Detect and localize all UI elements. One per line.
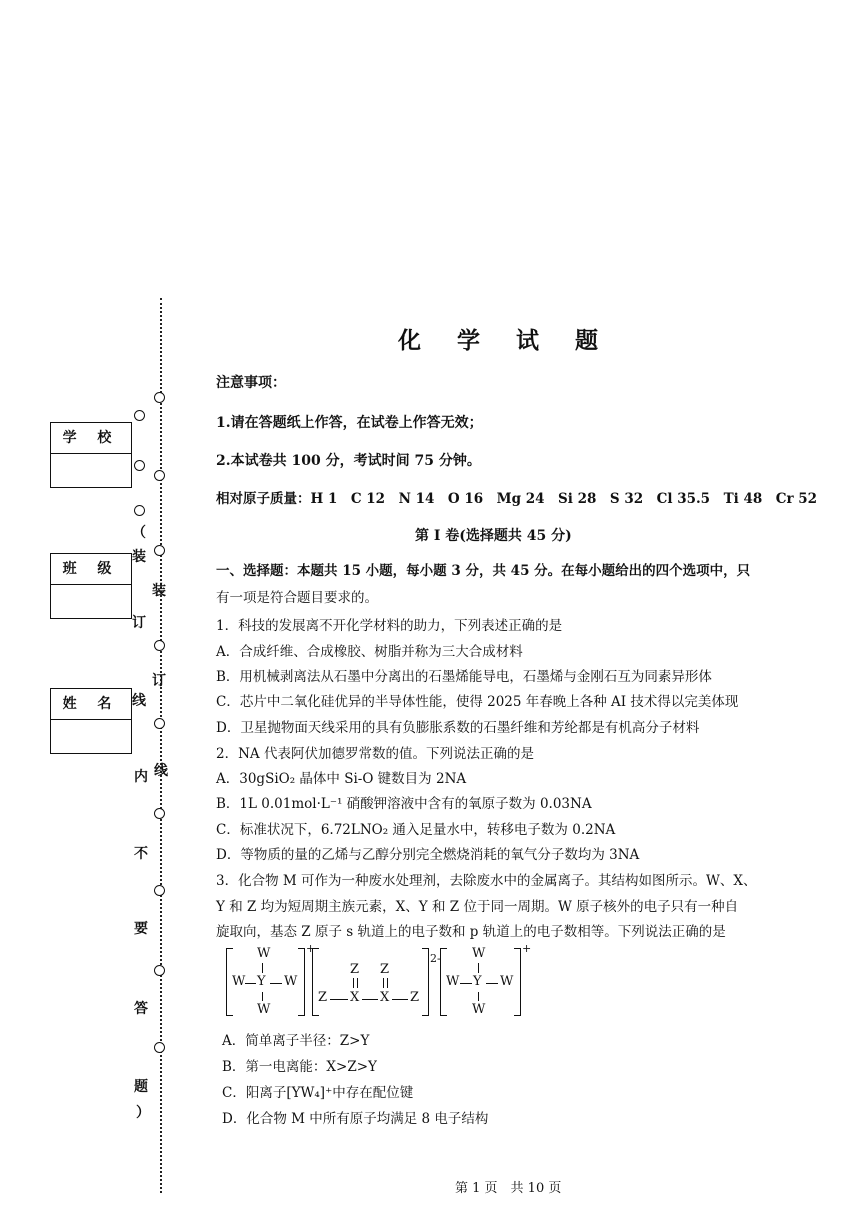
q2-stem: 2．NA 代表阿伏加德罗常数的值。下列说法正确的是 xyxy=(216,746,534,762)
q1-option-b: B．用机械剥离法从石墨中分离出的石墨烯能导电，石墨烯与金刚石互为同素异形体 xyxy=(216,669,712,685)
part-intro-2: 有一项是符合题目要求的。 xyxy=(216,590,378,606)
q1-option-c: C．芯片中二氧化硅优异的半导体性能，使得 2025 年春晚上各种 AI 技术得以完美体现 xyxy=(216,694,739,710)
binding-char: 要 xyxy=(134,921,148,937)
q3-option-b: B．第一电离能：X>Z>Y xyxy=(222,1059,377,1075)
class-box[interactable] xyxy=(50,553,132,619)
binding-char: 订 xyxy=(152,673,166,689)
atomic-mass: 相对原子质量：H 1 C 12 N 14 O 16 Mg 24 Si 28 S 32 Cl 35.5 Ti 48 Cr 52 xyxy=(216,491,818,507)
cation-charge: + xyxy=(522,942,532,955)
bracket-right xyxy=(422,948,429,1016)
page-footer xyxy=(455,1177,561,1196)
q2-option-b: B．1L 0.01mol·L⁻¹ 硝酸钾溶液中含有的氧原子数为 0.03NA xyxy=(216,796,592,812)
binding-hole xyxy=(154,470,165,481)
binding-hole xyxy=(134,460,145,471)
q2-option-c: C．标准状况下，6.72LNO₂ 通入足量水中，转移电子数为 0.2NA xyxy=(216,822,616,838)
bond xyxy=(270,983,282,984)
part-intro-1: 一、选择题：本题共 15 小题，每小题 3 分，共 45 分。在每小题给出的四个选项中，只 xyxy=(216,563,751,579)
atom-y: Y xyxy=(257,974,266,989)
note-2: 2.本试卷共 100 分，考试时间 75 分钟。 xyxy=(216,453,481,469)
anion-charge: 2- xyxy=(430,952,441,965)
atom-w: W xyxy=(446,974,460,989)
bond xyxy=(262,992,263,1001)
bond xyxy=(262,963,263,973)
double-bond xyxy=(353,978,358,988)
binding-char: （ xyxy=(132,525,146,541)
atom-z: Z xyxy=(318,990,328,1005)
q1-stem: 1．科技的发展离不开化学材料的助力，下列表述正确的是 xyxy=(216,618,563,634)
school-box[interactable] xyxy=(50,422,132,488)
q3-option-a: A．简单离子半径：Z>Y xyxy=(222,1033,370,1049)
atom-w: W xyxy=(472,946,486,961)
name-box[interactable] xyxy=(50,688,132,754)
page-title: 化 学 试 题 xyxy=(397,327,613,354)
double-bond xyxy=(383,978,388,988)
atom-w: W xyxy=(500,974,514,989)
binding-hole xyxy=(154,640,165,651)
binding-char: 线 xyxy=(132,693,146,709)
footer-text: 第 1 页 共 10 页 xyxy=(455,1181,562,1196)
binding-hole xyxy=(154,965,165,976)
q1-option-a: A．合成纤维、合成橡胶、树脂并称为三大合成材料 xyxy=(216,644,523,660)
compound-m-structure xyxy=(222,944,542,1022)
binding-hole xyxy=(154,1042,165,1053)
notes-heading: 注意事项： xyxy=(216,375,286,391)
bond xyxy=(362,999,378,1000)
q3-stem-1: 3．化合物 M 可作为一种废水处理剂，去除废水中的金属离子。其结构如图所示。W、X、 xyxy=(216,873,757,889)
atom-z: Z xyxy=(350,962,360,977)
bond xyxy=(478,992,479,1001)
bond xyxy=(478,963,479,973)
binding-hole xyxy=(134,505,145,516)
binding-char: 内 xyxy=(134,769,148,785)
bond xyxy=(460,983,472,984)
binding-hole xyxy=(154,808,165,819)
binding-dotted-line xyxy=(160,298,162,1193)
q1-option-d: D．卫星抛物面天线采用的具有负膨胀系数的石墨纤维和芳纶都是有机高分子材料 xyxy=(216,720,700,736)
bracket-right xyxy=(514,948,521,1016)
q2-option-d: D．等物质的量的乙烯与乙醇分别完全燃烧消耗的氧气分子数均为 3NA xyxy=(216,847,640,863)
bond xyxy=(245,983,256,984)
section-title: 第 I 卷(选择题共 45 分) xyxy=(415,528,572,544)
binding-char: 装 xyxy=(152,583,166,599)
note-1: 1.请在答题纸上作答，在试卷上作答无效； xyxy=(216,415,483,431)
binding-hole xyxy=(154,718,165,729)
school-label: 学 校 xyxy=(51,423,131,454)
bond xyxy=(330,999,348,1000)
q2-option-a: A．30gSiO₂ 晶体中 Si-O 键数目为 2NA xyxy=(216,771,467,787)
binding-hole xyxy=(154,545,165,556)
binding-char: 题 xyxy=(134,1079,148,1095)
atom-w: W xyxy=(257,1002,271,1017)
q3-option-d: D．化合物 M 中所有原子均满足 8 电子结构 xyxy=(222,1111,489,1127)
binding-char: 订 xyxy=(132,615,146,631)
name-label: 姓 名 xyxy=(51,689,131,720)
q3-stem-3: 旋取向，基态 Z 原子 s 轨道上的电子数和 p 轨道上的电子数相等。下列说法正确的是 xyxy=(216,924,726,940)
binding-hole xyxy=(154,392,165,403)
bond xyxy=(486,983,498,984)
atom-z: Z xyxy=(410,990,420,1005)
atom-w: W xyxy=(472,1002,486,1017)
binding-char: 线 xyxy=(154,763,168,779)
atom-w: W xyxy=(284,974,298,989)
atom-w: W xyxy=(257,946,271,961)
class-label: 班 级 xyxy=(51,554,131,585)
cation-charge: + xyxy=(306,942,316,955)
bracket-left xyxy=(312,948,319,1016)
bracket-right xyxy=(298,948,305,1016)
atom-x: X xyxy=(380,990,390,1005)
q3-option-c: C．阳离子[YW₄]⁺中存在配位键 xyxy=(222,1085,414,1101)
binding-char: ） xyxy=(136,1105,150,1121)
atom-x: X xyxy=(350,990,360,1005)
binding-hole xyxy=(154,885,165,896)
binding-char: 装 xyxy=(132,549,146,565)
binding-char: 答 xyxy=(134,1001,148,1017)
atom-y: Y xyxy=(473,974,482,989)
binding-hole xyxy=(134,410,145,421)
atom-z: Z xyxy=(380,962,390,977)
q3-stem-2: Y 和 Z 均为短周期主族元素，X、Y 和 Z 位于同一周期。W 原子核外的电子只有一种自 xyxy=(216,899,739,915)
atom-w: W xyxy=(232,974,246,989)
bond xyxy=(392,999,408,1000)
binding-char: 不 xyxy=(134,846,148,862)
